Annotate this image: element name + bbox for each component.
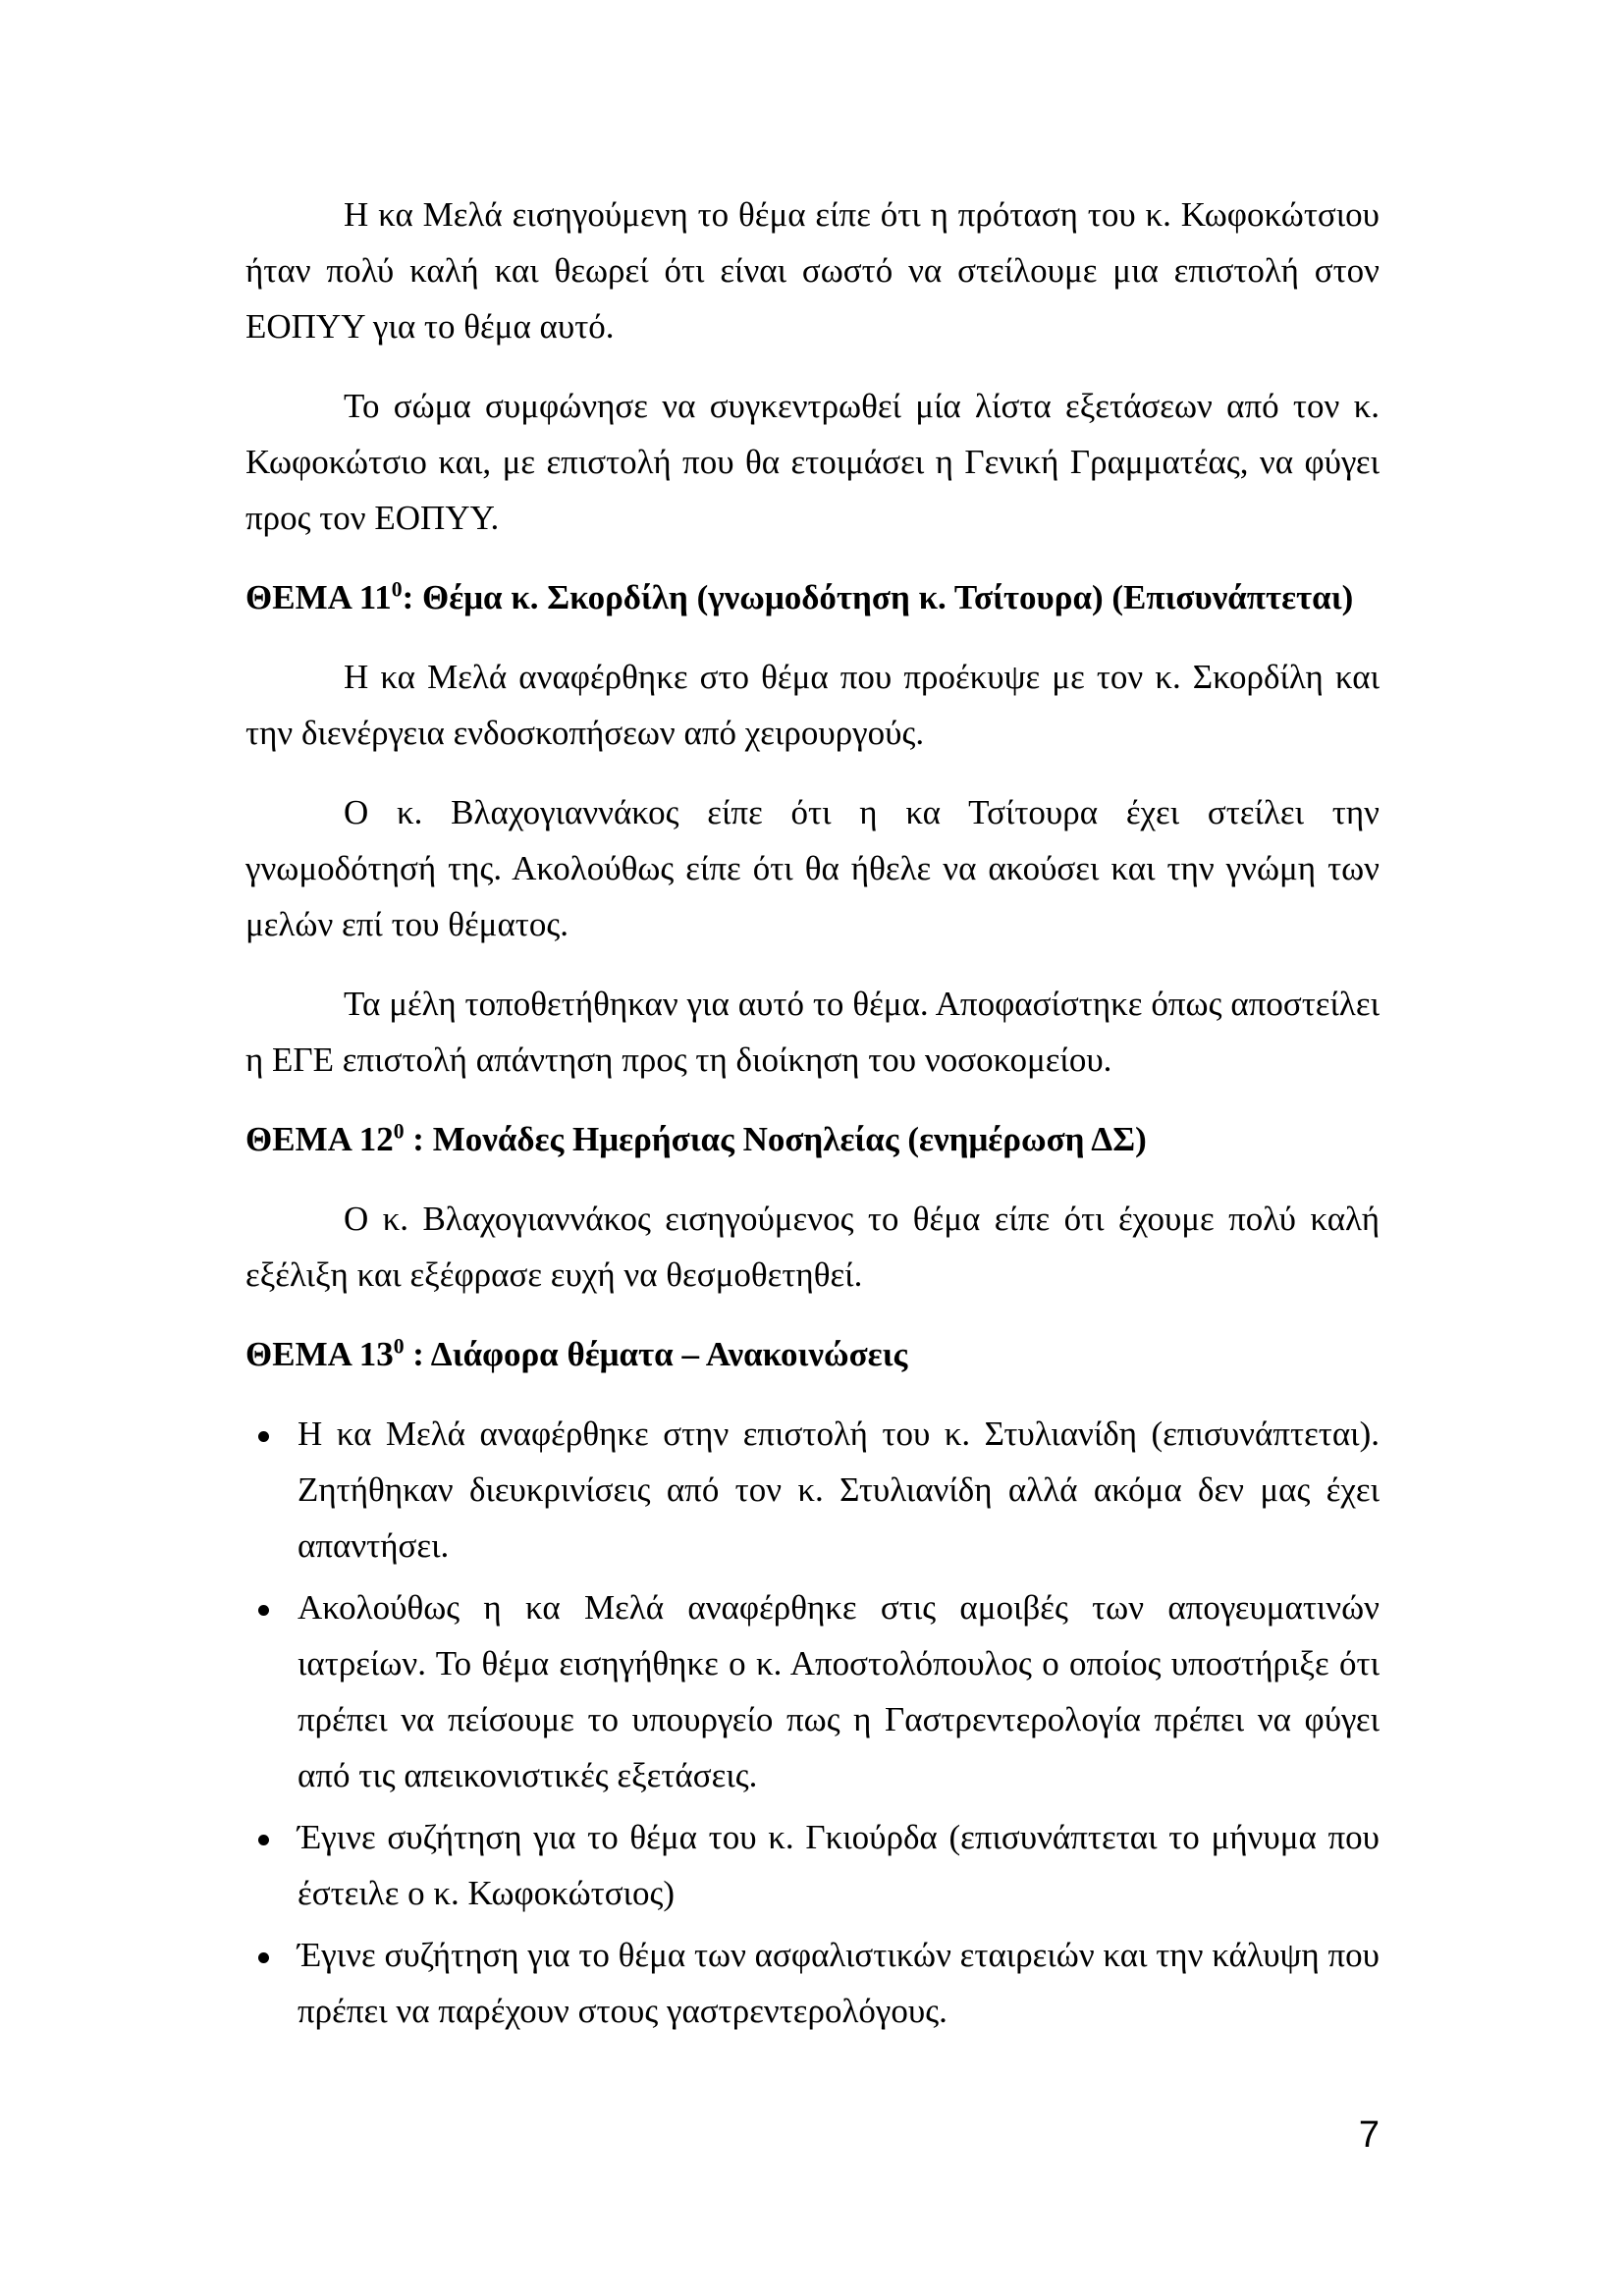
- bullet-item: [245, 1927, 1380, 2039]
- bullet-icon: [258, 1952, 269, 1963]
- paragraph: Η κα Μελά εισηγούμενη το θέμα είπε ότι η πρόταση του κ. Κωφοκώτσιου ήταν πολύ καλή και θεωρεί ότι είναι σωστό να στείλουμε μια επιστολή στον ΕΟΠΥΥ για το θέμα αυτό.: [245, 195, 1380, 346]
- bullet-text: Η κα Μελά αναφέρθηκε στην επιστολή του κ. Στυλιανίδη (επισυνάπτεται). Ζητήθηκαν διευκρινίσεις από τον κ. Στυλιανίδη αλλά ακόμα δεν μας έχει απαντήσει.: [298, 1415, 1380, 1565]
- paragraph: Ο κ. Βλαχογιαννάκος είπε ότι η κα Τσίτουρα έχει στείλει την γνωμοδότησή της. Ακολούθως είπε ότι θα ήθελε να ακούσει και την γνώμη των μελών επί του θέματος.: [245, 793, 1380, 943]
- heading-ordinal-suffix: 0: [393, 1119, 405, 1144]
- heading-label: ΘΕΜΑ 11: [245, 578, 392, 616]
- bullet-icon: [258, 1835, 269, 1845]
- bullet-text: Έγινε συζήτηση για το θέμα των ασφαλιστικών εταιρειών και την κάλυψη που πρέπει να παρέχουν στους γαστρεντερολόγους.: [298, 1936, 1380, 2030]
- page-footer: [245, 2112, 1380, 2158]
- bullet-item: [245, 1406, 1380, 1574]
- paragraph: Ο κ. Βλαχογιαννάκος εισηγούμενος το θέμα είπε ότι έχουμε πολύ καλή εξέλιξη και εξέφρασε ευχή να θεσμοθετηθεί.: [245, 1200, 1380, 1294]
- paragraph: Τα μέλη τοποθετήθηκαν για αυτό το θέμα. Αποφασίστηκε όπως αποστείλει η ΕΓΕ επιστολή απάντηση προς τη διοίκηση του νοσοκομείου.: [245, 985, 1380, 1079]
- document-content: [245, 187, 1380, 2062]
- heading-ordinal-suffix: 0: [393, 1334, 405, 1359]
- bullet-item: [245, 1579, 1380, 1803]
- section-heading: [245, 1326, 1380, 1382]
- heading-text: : Μονάδες Ημερήσιας Νοσηλείας (ενημέρωση ΔΣ): [404, 1120, 1147, 1158]
- heading-text: : Θέμα κ. Σκορδίλη (γνωμοδότηση κ. Τσίτουρα) (Επισυνάπτεται): [402, 578, 1354, 616]
- bullet-icon: [258, 1431, 269, 1442]
- paragraph: Το σώμα συμφώνησε να συγκεντρωθεί μία λίστα εξετάσεων από τον κ. Κωφοκώτσιο και, με επιστολή που θα ετοιμάσει η Γενική Γραμματέας, να φύγει προς τον ΕΟΠΥΥ.: [245, 387, 1380, 537]
- heading-ordinal-suffix: 0: [391, 577, 403, 602]
- bullet-icon: [258, 1605, 269, 1616]
- bullet-item: [245, 1809, 1380, 1921]
- bullet-text: Έγινε συζήτηση για το θέμα του κ. Γκιούρδα (επισυνάπτεται το μήνυμα που έστειλε ο κ. Κωφοκώτσιος): [298, 1818, 1380, 1912]
- heading-label: ΘΕΜΑ 13: [245, 1335, 394, 1373]
- section-heading: [245, 569, 1380, 625]
- heading-label: ΘΕΜΑ 12: [245, 1120, 394, 1158]
- bullet-list: [245, 1406, 1380, 2039]
- heading-text: : Διάφορα θέματα – Ανακοινώσεις: [404, 1335, 908, 1373]
- paragraph: Η κα Μελά αναφέρθηκε στο θέμα που προέκυψε με τον κ. Σκορδίλη και την διενέργεια ενδοσκοπήσεων από χειρουργούς.: [245, 658, 1380, 752]
- bullet-text: Ακολούθως η κα Μελά αναφέρθηκε στις αμοιβές των απογευματινών ιατρείων. Το θέμα εισηγήθηκε ο κ. Αποστολόπουλος ο οποίος υποστήριξε ότι πρέπει να πείσουμε το υπουργείο πως η Γαστρεντερολογία πρέπει να φύγει από τις απεικονιστικές εξετάσεις.: [298, 1588, 1380, 1794]
- page-number: 7: [1358, 2114, 1380, 2156]
- section-heading: [245, 1111, 1380, 1167]
